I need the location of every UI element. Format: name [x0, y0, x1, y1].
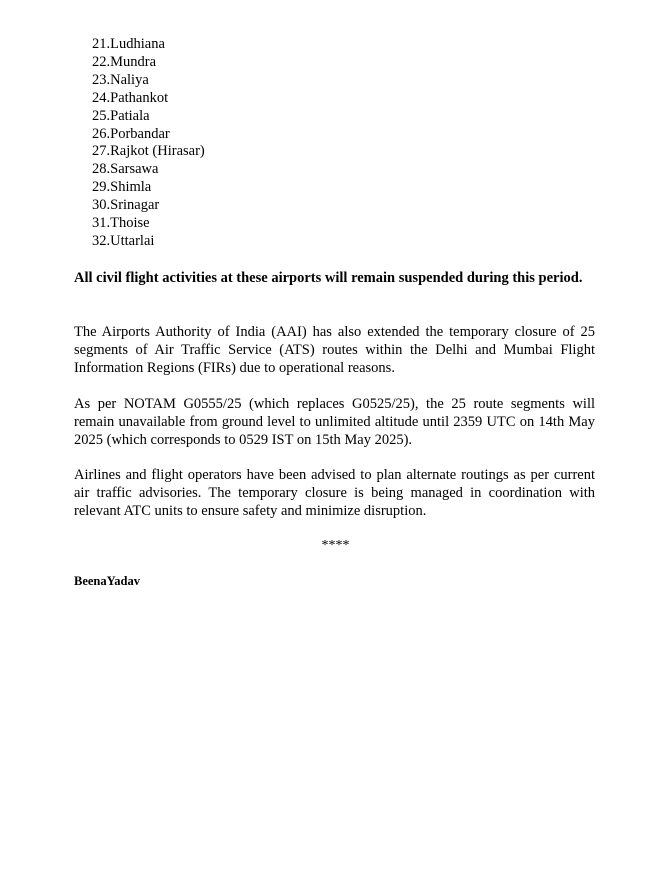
airport-list	[92, 36, 205, 251]
airlines-advisory-paragraph: Airlines and flight operators have been advised to plan alternate routings as per current air traffic advisories. The temporary closure is being managed in coordination with relevant ATC units to ensure safety and minimize disruption.	[74, 467, 595, 519]
list-item-name: Ludhiana	[110, 36, 165, 52]
suspension-notice: All civil flight activities at these airports will remain suspended during this period.	[74, 270, 583, 286]
section-separator: ****	[321, 538, 350, 553]
list-item	[92, 143, 205, 161]
list-item	[92, 108, 205, 126]
list-item-name: Mundra	[110, 53, 157, 70]
list-item	[92, 72, 205, 90]
list-item-name: Uttarlai	[110, 232, 155, 249]
list-item-number: 31.	[92, 215, 111, 232]
list-item-name: Patiala	[110, 107, 150, 124]
list-item-number: 25.	[92, 107, 111, 124]
aai-closure-paragraph: The Airports Authority of India (AAI) has also extended the temporary closure of 25 segments of Air Traffic Service (ATS) routes within the Delhi and Mumbai Flight Information Regions (FIRs) due to operational reasons.	[74, 324, 595, 376]
list-item	[92, 90, 205, 108]
list-item-name: Sarsawa	[110, 161, 159, 178]
list-item	[92, 179, 205, 197]
list-item-number: 29.	[92, 179, 111, 196]
list-item-name: Porbandar	[110, 125, 170, 142]
list-item-number: 22.	[92, 53, 111, 70]
list-item-number: 32.	[92, 232, 111, 249]
list-item-number: 28.	[92, 161, 111, 178]
list-item-name: Thoise	[110, 215, 150, 232]
notam-paragraph: As per NOTAM G0555/25 (which replaces G0525/25), the 25 route segments will remain unavailable from ground level to unlimited altitude until 2359 UTC on 14th May 2025 (which corresponds to 0529 IST on 15th May 2025).	[74, 396, 595, 448]
list-item-name: Rajkot (Hirasar)	[110, 143, 205, 160]
list-item	[92, 197, 205, 215]
list-item-name: Srinagar	[110, 197, 160, 214]
list-item-name: Shimla	[110, 179, 152, 196]
list-item-number: 30.	[92, 197, 111, 214]
list-item	[92, 215, 205, 233]
list-item-number: 23.	[92, 71, 111, 88]
list-item	[92, 161, 205, 179]
list-item-number: 24.	[92, 89, 111, 106]
list-item-name: Naliya	[110, 71, 149, 88]
list-item	[92, 126, 205, 144]
list-item-name: Pathankot	[110, 89, 169, 106]
author-signature: BeenaYadav	[74, 574, 140, 588]
list-item-number: 27.	[92, 143, 111, 160]
list-item	[92, 54, 205, 72]
list-item-number: 26.	[92, 125, 111, 142]
list-item	[92, 36, 205, 54]
list-item	[92, 233, 205, 251]
list-item-number: 21.	[92, 36, 111, 52]
